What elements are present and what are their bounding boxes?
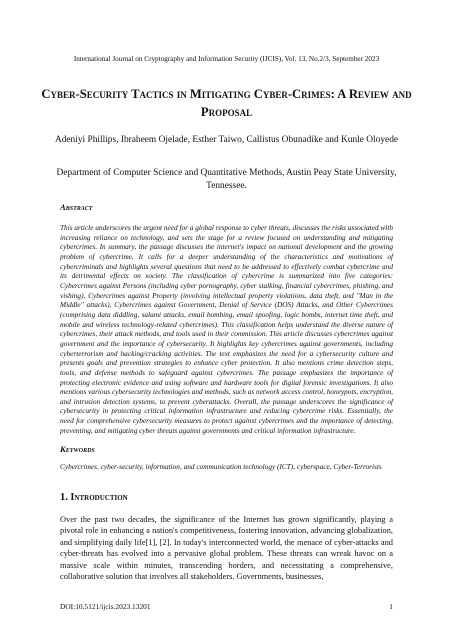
journal-header: International Journal on Cryptography and Information Security (IJCIS), Vol. 13, No.2/3, September 2023 <box>73 55 380 63</box>
doi-footer: DOI:10.5121/ijcis.2023.13201 <box>60 602 151 611</box>
introduction-heading: 1. Introduction <box>60 492 128 503</box>
introduction-text: Over the past two decades, the significance of the Internet has grown significantly, playing a pivotal role in enhancing a nation's competitiveness, fostering innovation, advancing globalization, and simplifying daily life[1], [2]. In today's interconnected world, the menace of cyber-attacks and cyber-threats has evolved into a pervasive global problem. These threats can wreak havoc on a massive scale within minutes, transcending borders, and necessitating a comprehensive, collaborative solution that involves all stakeholders. Governments, businesses, <box>60 515 393 582</box>
paper-title: Cyber-Security Tactics in Mitigating Cyber-Crimes: A Review and Proposal <box>41 87 412 119</box>
author-list: Adeniyi Phillips, Ibraheem Ojelade, Esther Taiwo, Callistus Obunadike and Kunle Oloyede <box>54 135 399 145</box>
keywords-text: Cybercrimes, cyber-security, information, and communication technology (ICT), cyberspace, Cyber-Terrorists <box>60 462 382 471</box>
keywords-heading: Keywords <box>60 444 95 454</box>
page-number: 1 <box>389 602 393 611</box>
author-affiliation: Department of Computer Science and Quantitative Methods, Austin Peay State University, Tennessee. <box>56 168 397 191</box>
abstract-heading: Abstract <box>60 202 93 212</box>
abstract-text: This article underscores the urgent need for a global response to cyber threats, discusses the risks associated with increasing reliance on technology, and sets the stage for a review focused on understanding and mitigating cybercrimes. In summary, the passage discusses the internet's impact on national development and the growing problem of cybercrime. It calls for a deeper understanding of the characteristics and motivations of cybercriminals and highlights several questions that need to be addressed to effectively combat cybercrime and its detrimental effects on society. The classification of cybercrime is summarized into five categories: Cybercrimes against Persons (including cyber pornography, cyber stalking, financial cybercrimes, phishing, and vishing), Cybercrimes against Property (involving intellectual property violations, data theft, and "Man in the Middle" attacks), Cybercrimes against Government, Denial of Service (DOS) Attacks, and Other Cybercrimes (comprising data diddling, salami attacks, email bombing, email spoofing, logic bombs, internet time theft, and mobile and wireless technology-related cybercrimes). This classification helps understand the diverse nature of cybercrimes, their attack methods, and tools used in their commission. This article discusses cybercrimes against government and the importance of cybersecurity. It highlights key cybercrimes against governments, including cyberterrorism and hacking/cracking activities. The text emphasizes the need for a cybersecurity culture and presents goals and prevention strategies to enhance cyber protection. It also mentions crime detection steps, tools, and defense methods to safeguard against cybercrimes. The passage emphasizes the importance of protecting electronic evidence and using software and hardware tools for digital forensic investigations. It also mentions various cybersecurity technologies and methods, such as network access control, honeypots, encryption, and intrusion detection systems, to prevent cyberattacks. Overall, the passage underscores the significance of cybersecurity in protecting critical information infrastructure and reducing cybercrime risks. Essentially, the need for comprehensive cybersecurity measures to protect against cybercrimes and the importance of detecting, preventing, and mitigating cyber threats against governments and critical information infrastructure. <box>60 223 393 435</box>
